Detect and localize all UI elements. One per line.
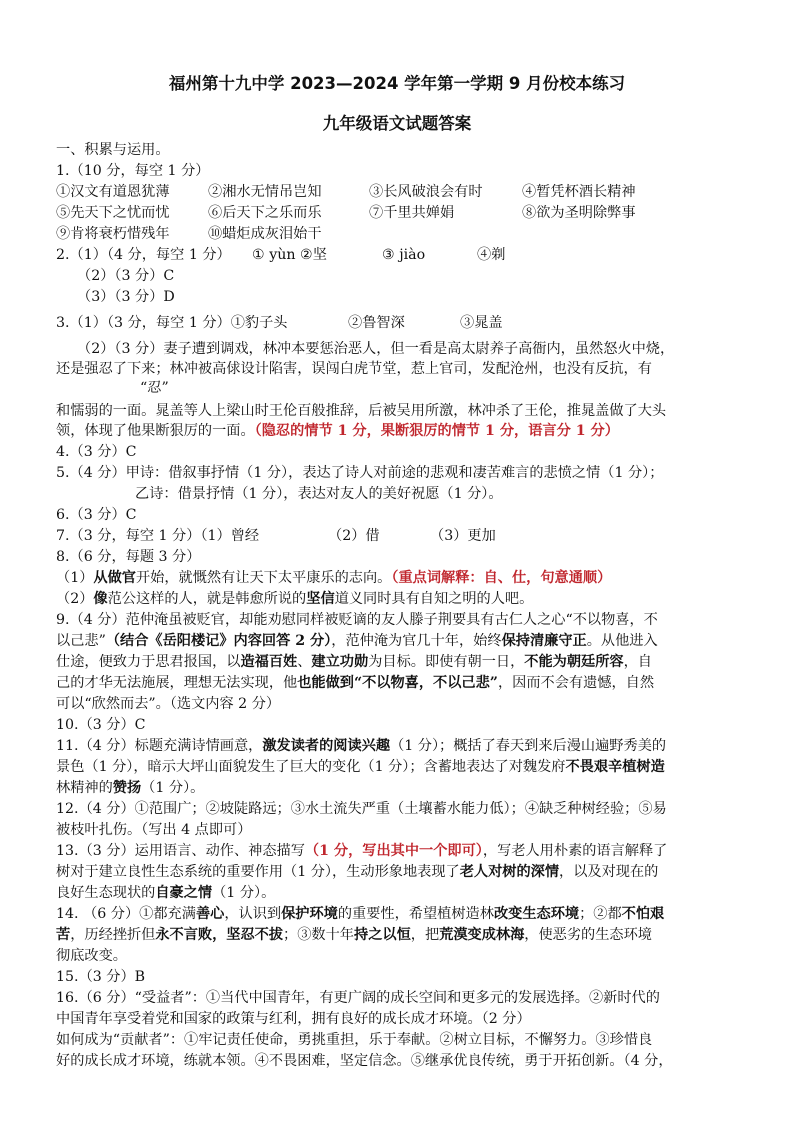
- q13-keyword: 老人对树的深情: [459, 864, 560, 880]
- q7-answer-2: （2）借: [328, 528, 380, 544]
- q14-text: ；②都: [579, 906, 622, 922]
- q1-item: ⑩蜡炬成灰泪始干: [208, 226, 322, 242]
- q14-line-2: [56, 925, 764, 945]
- q3-line-6: [56, 421, 764, 441]
- q14-keyword: 永不言败，坚忍不拔: [155, 927, 284, 943]
- q9-line-1: [56, 610, 764, 630]
- q9-keyword: 建立功勋: [311, 654, 369, 670]
- q1-item: ④暂凭杯酒长精神: [522, 184, 636, 200]
- q14-text: 14. （6 分）①都充满: [56, 906, 196, 922]
- q1-row-1: [56, 182, 764, 202]
- q1-item: ①汉文有道恩犹薄: [56, 184, 170, 200]
- q8-heading: 8.（6 分，每题 3 分）: [56, 549, 201, 565]
- q13-text: ，以及对现在的: [559, 864, 659, 880]
- q3-line-4: “忍”: [140, 380, 169, 396]
- q8-scoring-note: （重点词解释：自、仕，句意通顺）: [391, 570, 612, 586]
- q14-keyword: 苦: [56, 927, 71, 943]
- q13-text: 良好生态现状的: [56, 885, 156, 901]
- q1-row-3: [56, 224, 764, 244]
- q15-answer: 15.（3 分）B: [56, 969, 146, 985]
- q3-line-2: （2）（3 分）妻子遭到调戏，林冲本要惩治恶人，但一看是高太尉养子高衙内，虽然怒火中烧，: [77, 341, 675, 357]
- q3-line-3: 还是强忍了下来；林冲被高俅设计陷害，误闯白虎节堂，惹上官司，发配沧州，也没有反抗，有: [56, 361, 652, 377]
- q9-keyword: 也能做到“不以物喜，不以己悲”: [297, 675, 498, 691]
- q1-item: ③长风破浪会有时: [369, 184, 483, 200]
- q8-keyword: 坚信: [306, 591, 335, 607]
- q13-line-2: [56, 862, 764, 882]
- q11-line-1: [56, 736, 764, 756]
- q9-text: 9.（4 分）范仲淹虽被贬官，却能劝慰同样被贬谪的友人滕子荆要具有古仁人之心: [56, 612, 566, 628]
- q1-row-2: [56, 203, 764, 223]
- q6-answer: 6.（3 分）C: [56, 507, 137, 523]
- q14-text: ；③数十年: [283, 927, 354, 943]
- q9-line-5: 可以“欣然而去”。（选文内容 2 分）: [56, 696, 281, 712]
- q11-line-3: [56, 778, 764, 798]
- q14-text: ，认识到: [224, 906, 282, 922]
- q14-line-1: [56, 904, 764, 924]
- q10-answer: 10.（3 分）C: [56, 717, 146, 733]
- q8-text: 道义同时具有自知之明的人吧。: [334, 591, 534, 607]
- q9-keyword: 保持清廉守正: [501, 633, 587, 649]
- q14-keyword: 不怕艰: [621, 906, 665, 922]
- q9-line-2: [56, 631, 764, 651]
- q8-text: 范公这样的人，就是韩愈所说的: [107, 591, 307, 607]
- q8-num: （1）: [56, 570, 94, 586]
- q2-line-2: （2）（3 分）C: [77, 268, 175, 284]
- q11-text: 林精神的: [56, 780, 113, 796]
- q16-line-4: 好的成长成才环境，练就本领。④不畏困难，坚定信念。⑤继承优良传统，勇于开拓创新。（4 分，: [56, 1053, 673, 1069]
- q11-keyword: 激发读者的阅读兴趣: [262, 738, 391, 754]
- q5-line-2: 乙诗：借景抒情（1 分），表达对友人的美好祝愿（1 分）。: [135, 486, 503, 502]
- q13-text: 树对于建立良性生态系统的重要作用（1 分），生动形象地表现了: [56, 864, 460, 880]
- q8-line-2: [56, 589, 764, 609]
- q9-text: 己的才华无法施展，理想无法实现，他: [56, 675, 298, 691]
- q3-scoring-note: （隐忍的情节 1 分，果断狠厉的情节 1 分，语言分 1 分）: [254, 423, 619, 439]
- q9-keyword: 不能为朝廷所容: [524, 654, 624, 670]
- q7-answer-3: （3）更加: [430, 528, 496, 544]
- q13-scoring-note: （1 分，写出其中一个即可）: [304, 843, 483, 859]
- q11-text: 景色（1 分），暗示大坪山面貌发生了巨大的变化（1 分）；含蓄地表达了对魏发府: [56, 759, 566, 775]
- q14-text: 的重要性，希望植树造林: [337, 906, 494, 922]
- q2-head: 2.（1）（4 分，每空 1 分）: [56, 247, 231, 263]
- q9-keyword: 造福百姓: [240, 654, 298, 670]
- q9-text: 、: [297, 654, 312, 670]
- q2-answer-3: ③ jiào: [382, 247, 426, 263]
- q1-item: ⑤先天下之忧而忧: [56, 205, 170, 221]
- q8-text: 开始，就慨然有让天下太平康乐的志向。: [135, 570, 392, 586]
- q3-answer-2: ②鲁智深: [348, 315, 405, 331]
- q9-text: “不以物喜，不: [565, 612, 658, 628]
- q12-line-1: 12.（4 分）①范围广；②坡陡路远；③水土流失严重（土壤蓄水能力低）；④缺乏种树经验；⑤易: [56, 801, 667, 817]
- q8-keyword: 从做官: [93, 570, 136, 586]
- q14-keyword: 持之以恒: [354, 927, 411, 943]
- q9-text: 。从他进入: [586, 633, 658, 649]
- q9-text: 仕途，便致力于思君报国，以: [56, 654, 241, 670]
- q14-line-3: 彻底改变。: [56, 948, 127, 964]
- page-subtitle: 九年级语文试题答案: [322, 114, 472, 133]
- q11-keyword: 不畏艰辛植树造: [565, 759, 665, 775]
- q13-line-1: [56, 841, 764, 861]
- q16-line-1: 16.（6 分）“受益者”：①当代中国青年，有更广阔的成长空间和更多元的发展选择。②新时代的: [56, 990, 660, 1006]
- q14-keyword: 保护环境: [281, 906, 338, 922]
- q14-text: ，使恶劣的生态环境: [524, 927, 652, 943]
- page-title: 福州第十九中学 2023—2024 学年第一学期 9 月份校本练习: [168, 74, 626, 93]
- q13-text: ，写老人用朴素的语言解释了: [482, 843, 668, 859]
- q13-line-3: [56, 883, 764, 903]
- q2-line-3: （3）（3 分）D: [77, 289, 175, 305]
- q12-line-2: 被枝叶扎伤。（写出 4 点即可）: [56, 822, 252, 838]
- q14-keyword: 善心: [195, 906, 225, 922]
- q11-line-2: [56, 757, 764, 777]
- q11-keyword: 赞扬: [112, 780, 142, 796]
- q11-text: （1 分）。: [141, 780, 205, 796]
- q8-num: （2）: [56, 591, 94, 607]
- q13-keyword: 自豪之情: [155, 885, 213, 901]
- q3-text: 领，体现了他果断狠厉的一面。: [56, 423, 255, 439]
- q9-line-3: [56, 652, 764, 672]
- q14-text: ，把: [410, 927, 440, 943]
- q14-text: ，历经挫折但: [70, 927, 156, 943]
- q13-text: 13.（3 分）运用语言、动作、神态描写: [56, 843, 305, 859]
- q14-keyword: 荒漠变成林海: [439, 927, 525, 943]
- q1-item: ⑨肯将衰朽惜残年: [56, 226, 170, 242]
- q3-head: 3.（1）（3 分，每空 1 分）①豹子头: [56, 315, 288, 331]
- q4-answer: 4.（3 分）C: [56, 444, 137, 460]
- q9-text: ，范仲淹为官几十年，始终: [331, 633, 502, 649]
- q3-line-5: 和懦弱的一面。晁盖等人上梁山时王伦百般推辞，后被吴用所激，林冲杀了王伦，推晁盖做了大头: [56, 403, 667, 419]
- q9-text: ，因而不会有遗憾，自然: [497, 675, 655, 691]
- section-heading: 一、积累与运用。: [56, 142, 170, 158]
- q11-text: （1 分）；概括了春天到来后漫山遍野秀美的: [390, 738, 667, 754]
- q3-line-1: [56, 313, 764, 333]
- q13-text: （1 分）。: [212, 885, 276, 901]
- q7-line: [56, 526, 764, 546]
- q9-scoring-note: （结合《岳阳楼记》内容回答 2 分）: [105, 633, 332, 649]
- q9-text: 为目标。即使有朝一日，: [368, 654, 525, 670]
- q9-line-4: [56, 673, 764, 693]
- q14-keyword: 改变生态环境: [493, 906, 580, 922]
- q1-item: ⑥后天下之乐而乐: [208, 205, 322, 221]
- q1-item: ⑦千里共婵娟: [369, 205, 455, 221]
- q16-line-2: 中国青年享受着党和国家的政策与红利，拥有良好的成长成才环境。（2 分）: [56, 1011, 531, 1027]
- q7-answer-1: 7.（3 分，每空 1 分）（1）曾经: [56, 528, 260, 544]
- q2-line-1: [56, 245, 764, 265]
- q8-line-1: [56, 568, 764, 588]
- q9-text: ，自: [623, 654, 652, 670]
- q1-heading: 1.（10 分，每空 1 分）: [56, 163, 210, 179]
- q1-item: ②湘水无情吊岂知: [208, 184, 322, 200]
- q16-line-3: 如何成为“贡献者”：①牢记责任使命，勇挑重担，乐于奉献。②树立目标，不懈努力。③珍惜良: [56, 1032, 653, 1048]
- q11-text: 11.（4 分）标题充满诗情画意，: [56, 738, 263, 754]
- q9-text: 以己悲”: [56, 633, 106, 649]
- q2-answer-4: ④剃: [477, 247, 506, 263]
- q5-line-1: 5.（4 分）甲诗：借叙事抒情（1 分），表达了诗人对前途的悲观和凄苦难言的悲愤之情（1 分）；: [56, 465, 664, 481]
- q1-item: ⑧欲为圣明除弊事: [522, 205, 636, 221]
- q8-keyword: 像: [93, 591, 108, 607]
- q2-answer-1-2: ① yùn ②坚: [252, 247, 327, 263]
- q3-answer-3: ③晁盖: [460, 315, 503, 331]
